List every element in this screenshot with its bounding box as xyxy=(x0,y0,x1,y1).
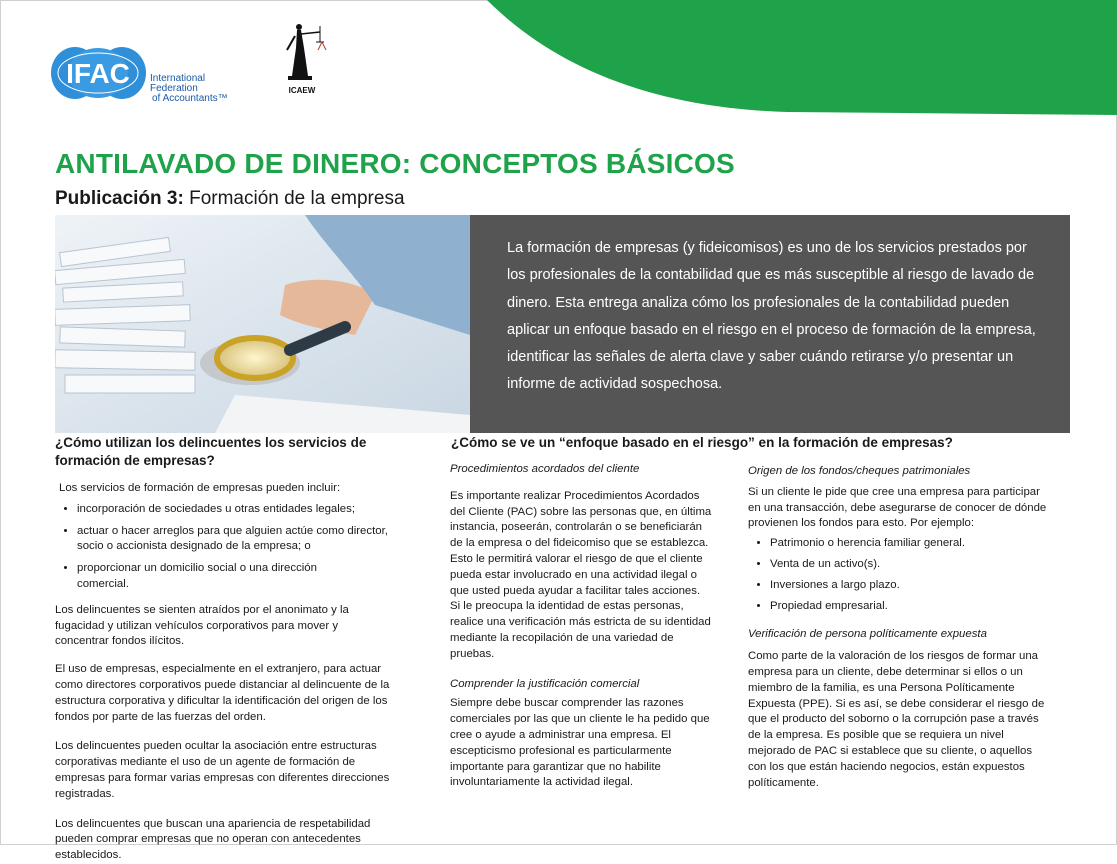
funds-list xyxy=(748,536,1053,614)
subtitle-rest: Formación de la empresa xyxy=(183,188,405,209)
left-column xyxy=(55,481,400,864)
services-intro: Los servicios de formación de empresas pueden incluir: xyxy=(59,482,341,494)
page-title: ANTILAVADO DE DINERO: CONCEPTOS BÁSICOS xyxy=(55,148,735,179)
left-paragraph: Los delincuentes se sienten atraídos por el anonimato y la fugacidad y utilizan vehículos corporativos para mover y concentrar fondos ilícitos. xyxy=(55,603,349,648)
right-heading: ¿Cómo se ve un “enfoque basado en el riesgo” en la formación de empresas? xyxy=(451,435,953,450)
list-item: • proporcionar un domicilio social o una dirección comercial. xyxy=(77,561,400,593)
icaew-logo xyxy=(282,20,328,96)
pac-paragraph: Es importante realizar Procedimientos Acordados del Cliente (PAC) sobre las personas que, en última instancia, poseerán, controlarán o se beneficiarán de la empresa o del fideicomiso que se establezca. Esto le permitirá valorar el riesgo de que el cliente pueda estar involucrado en una actividad ilegal o que usted pueda ayudar a facilitar tales acciones. Si le preocupa la identidad de estas personas, realice una verificación más estricta de su identidad mediante la recopilación de una variedad de pruebas. xyxy=(450,489,712,660)
justification-paragraph: Siempre debe buscar comprender las razones comerciales por las que un cliente le ha pedido que cree o ayude a administrar una empresa. El escepticismo profesional es particularmente importante para garantizar que no habilite involuntariamente la actividad ilegal. xyxy=(450,697,710,789)
ifac-logo-text xyxy=(150,74,228,104)
list-item: • Propiedad empresarial. xyxy=(770,599,1053,615)
left-heading: ¿Cómo utilizan los delincuentes los servicios de formación de empresas? xyxy=(55,435,367,468)
icaew-abbr: ICAEW xyxy=(288,86,316,95)
list-item: • Venta de un activo(s). xyxy=(770,557,1053,573)
list-item: • actuar o hacer arreglos para que alguien actúe como director, socio o accionista designado de la empresa; o xyxy=(77,524,400,556)
subtitle-bold: Publicación 3: xyxy=(55,188,184,209)
intro-text: La formación de empresas (y fideicomisos) es uno de los servicios prestados por los profesionales de la contabilidad que es más susceptible al riesgo de lavado de dinero. Esta entrega analiza cómo los profesionales de la contabilidad pueden aplicar un enfoque basado en el riesgo en el proceso de formación de la empresa, identificar las señales de alerta clave y saber cuándo retirarse y/o presentar un informe de actividad sospechosa. xyxy=(507,240,1036,393)
list-item: • incorporación de sociedades u otras entidades legales; xyxy=(77,502,400,518)
left-paragraph: Los delincuentes que buscan una apariencia de respetabilidad pueden comprar empresas que no operan con antecedentes establecidos. xyxy=(55,817,371,862)
ifac-line3: of Accountants™ xyxy=(152,93,228,104)
left-paragraph: Los delincuentes pueden ocultar la asociación entre estructuras corporativas mediante el uso de un agente de formación de empresas para formar varias empresas con diferentes direcciones registradas. xyxy=(55,740,390,800)
hero-photo-magnifying-glass xyxy=(55,215,470,433)
subheading-funds: Origen de los fondos/cheques patrimoniales xyxy=(748,465,971,477)
ifac-line2: Federation xyxy=(150,83,198,94)
ifac-abbr: IFAC xyxy=(66,58,130,89)
middle-column xyxy=(450,462,712,791)
funds-paragraph: Si un cliente le pide que cree una empresa para participar en una transacción, debe asegurarse de conocer de dónde provienen los fondos para esto. Por ejemplo: xyxy=(748,485,1047,530)
subheading-ppe: Verificación de persona políticamente expuesta xyxy=(748,628,987,641)
subheading-pac: Procedimientos acordados del cliente xyxy=(450,463,640,475)
page-subtitle xyxy=(55,188,405,210)
services-list xyxy=(55,502,400,593)
green-swoosh-decoration xyxy=(487,0,1117,115)
subheading-justification: Comprender la justificación comercial xyxy=(450,677,640,690)
list-item: • Patrimonio o herencia familiar general. xyxy=(770,536,1053,552)
right-column xyxy=(748,464,1053,791)
ifac-line1: International xyxy=(150,73,206,84)
list-item: • Inversiones a largo plazo. xyxy=(770,578,1053,594)
left-paragraph: El uso de empresas, especialmente en el extranjero, para actuar como directores corporativos puede distanciar al delincuente de la estructura corporativa y dificultar la identificación del origen de los fondos por parte de las fuerzas del orden. xyxy=(55,663,390,723)
ppe-paragraph: Como parte de la valoración de los riesgos de formar una empresa para un cliente, debe determinar si ellos o un miembro de la familia, es una Persona Políticamente Expuesta (PPE). Si es así, se debe considerar el riesgo de que el producto del soborno o la corrupción pase a través de la empresa. Es posible que se requiera un nivel mejorado de PAC si establece que su cliente, o aquellos con los que están haciendo negocios, están expuestos políticamente. xyxy=(748,650,1045,789)
